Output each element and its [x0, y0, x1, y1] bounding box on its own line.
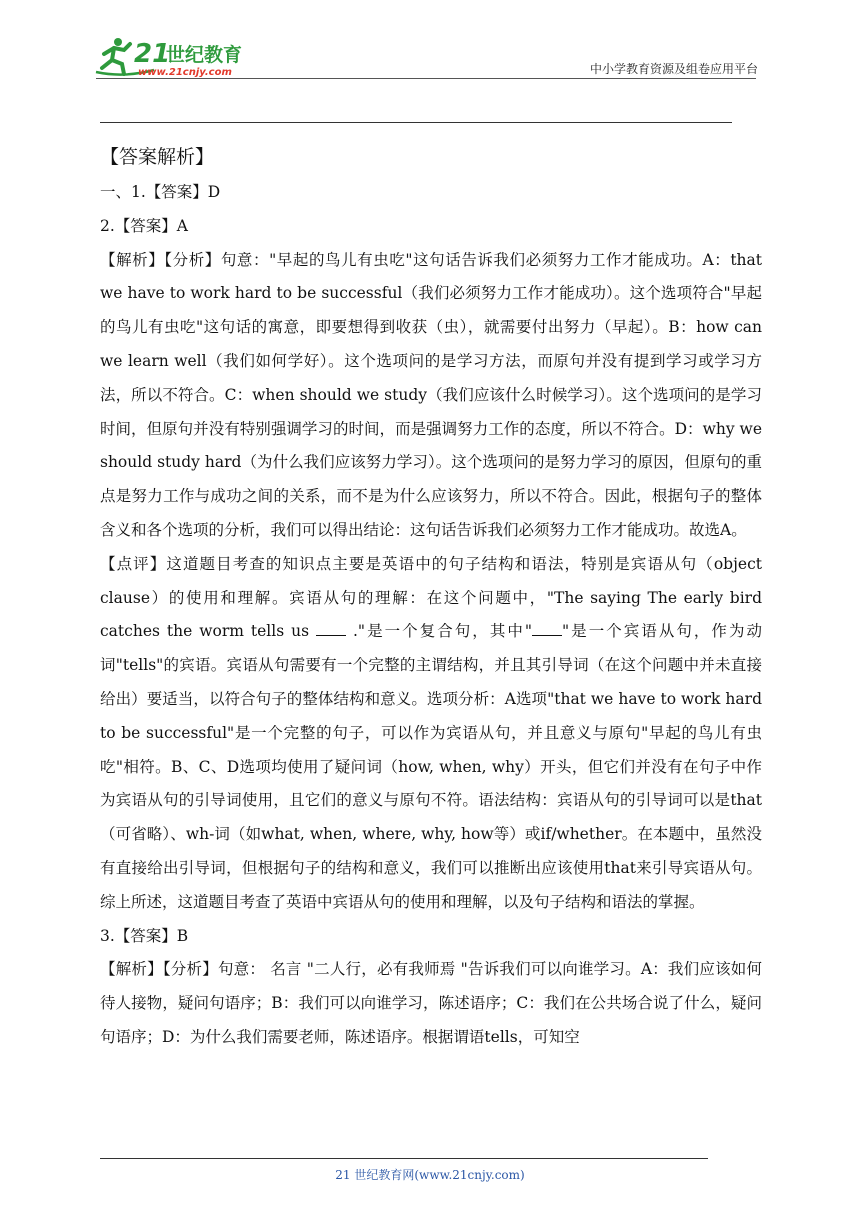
q3-analysis: 【解析】【分析】句意： 名言 "二人行，必有我师焉 "告诉我们可以向谁学习。A：我们应该如何待人接物，疑问句语序；B：我们可以向谁学习，陈述语序；C：我们在公共场合说了什么，疑问句语序；D：为什么我们需要老师，陈述语序。根据谓语tells，可知空 [100, 960, 762, 1046]
footer-link[interactable]: 21 世纪教育网(www.21cnjy.com) [335, 1168, 525, 1182]
header-divider-bold [100, 122, 732, 123]
q2-analysis: 【解析】【分析】句意："早起的鸟儿有虫吃"这句话告诉我们必须努力工作才能成功。A：that we have to work hard to be successful（我们必须努力工作才能成功）。这个选项符合"早起的鸟儿有虫吃"这句话的寓意，即要想得到收获（虫），就需要付出努力（早起）。B：how can we learn well（我们如何学好）。这个选项问的是学习方法，而原句并没有提到学习或学习方法，所以不符合。C：when should we study（我们应该什么时候学习）。这个选项问的是学习时间，但原句并没有特别强调学习的时间，而是强调努力工作的态度，所以不符合。D：why we should study hard（为什么我们应该努力学习）。这个选项问的是努力学习的原因，但原句的重点是努力工作与成功之间的关系，而不是为什么应该努力，所以不符合。因此，根据句子的整体含义和各个选项的分析，我们可以得出结论：这句话告诉我们必须努力工作才能成功。故选A。 [100, 250, 762, 539]
svg-text:21: 21 [134, 39, 171, 69]
platform-name: 中小学教育资源及组卷应用平台 [589, 62, 758, 76]
footer-divider [100, 1158, 708, 1159]
answer-analysis [100, 140, 762, 1055]
comment-text-1: 【点评】这道题目考查的知识点主要是英语中的句子结构和语法，特别是宾语从句（object clause）的使用和理解。宾语从句的理解：在这个问题中，"The saying The early bird catches the worm tells us [100, 554, 762, 641]
blank-line [532, 621, 562, 636]
blank-line [316, 621, 346, 636]
header-divider [96, 78, 756, 79]
page-header [0, 0, 860, 120]
brand-logo[interactable] [94, 34, 264, 80]
section-title: 【答案解析】 [100, 146, 215, 168]
q1-answer: 一、1.【答案】D [100, 183, 221, 201]
comment-text-3: "是一个宾语从句，作为动词"tells"的宾语。宾语从句需要有一个完整的主谓结构，并且其引导词（在这个问题中并未直接给出）要适当，以符合句子的整体结构和意义。选项分析：A选项"that we have to work hard to be successful"是一个完整的句子，可以作为宾语从句，并且意义与原句"早起的鸟儿有虫吃"相符。B、C、D选项均使用了疑问词（how, when, why）开头，但它们并没有在句子中作为宾语从句的引导词使用，且它们的意义与原句不符。语法结构：宾语从句的引导词可以是that（可省略）、wh-词（如what, when, where, why, how等）或if/whether。在本题中，虽然没有直接给出引导词，但根据句子的结构和意义，我们可以推断出应该使用that来引导宾语从句。综上所述，这道题目考查了英语中宾语从句的使用和理解，以及句子结构和语法的掌握。 [100, 622, 762, 911]
runner-logo-icon [94, 34, 264, 80]
q2-comment [100, 548, 762, 920]
logo-url: www.21cnjy.com [138, 67, 232, 78]
comment-text-2: ."是一个复合句，其中" [346, 622, 533, 641]
q2-answer: 2.【答案】A [100, 216, 188, 235]
logo-text: 世纪教育 [166, 44, 243, 66]
q3-answer: 3.【答案】B [100, 926, 189, 945]
